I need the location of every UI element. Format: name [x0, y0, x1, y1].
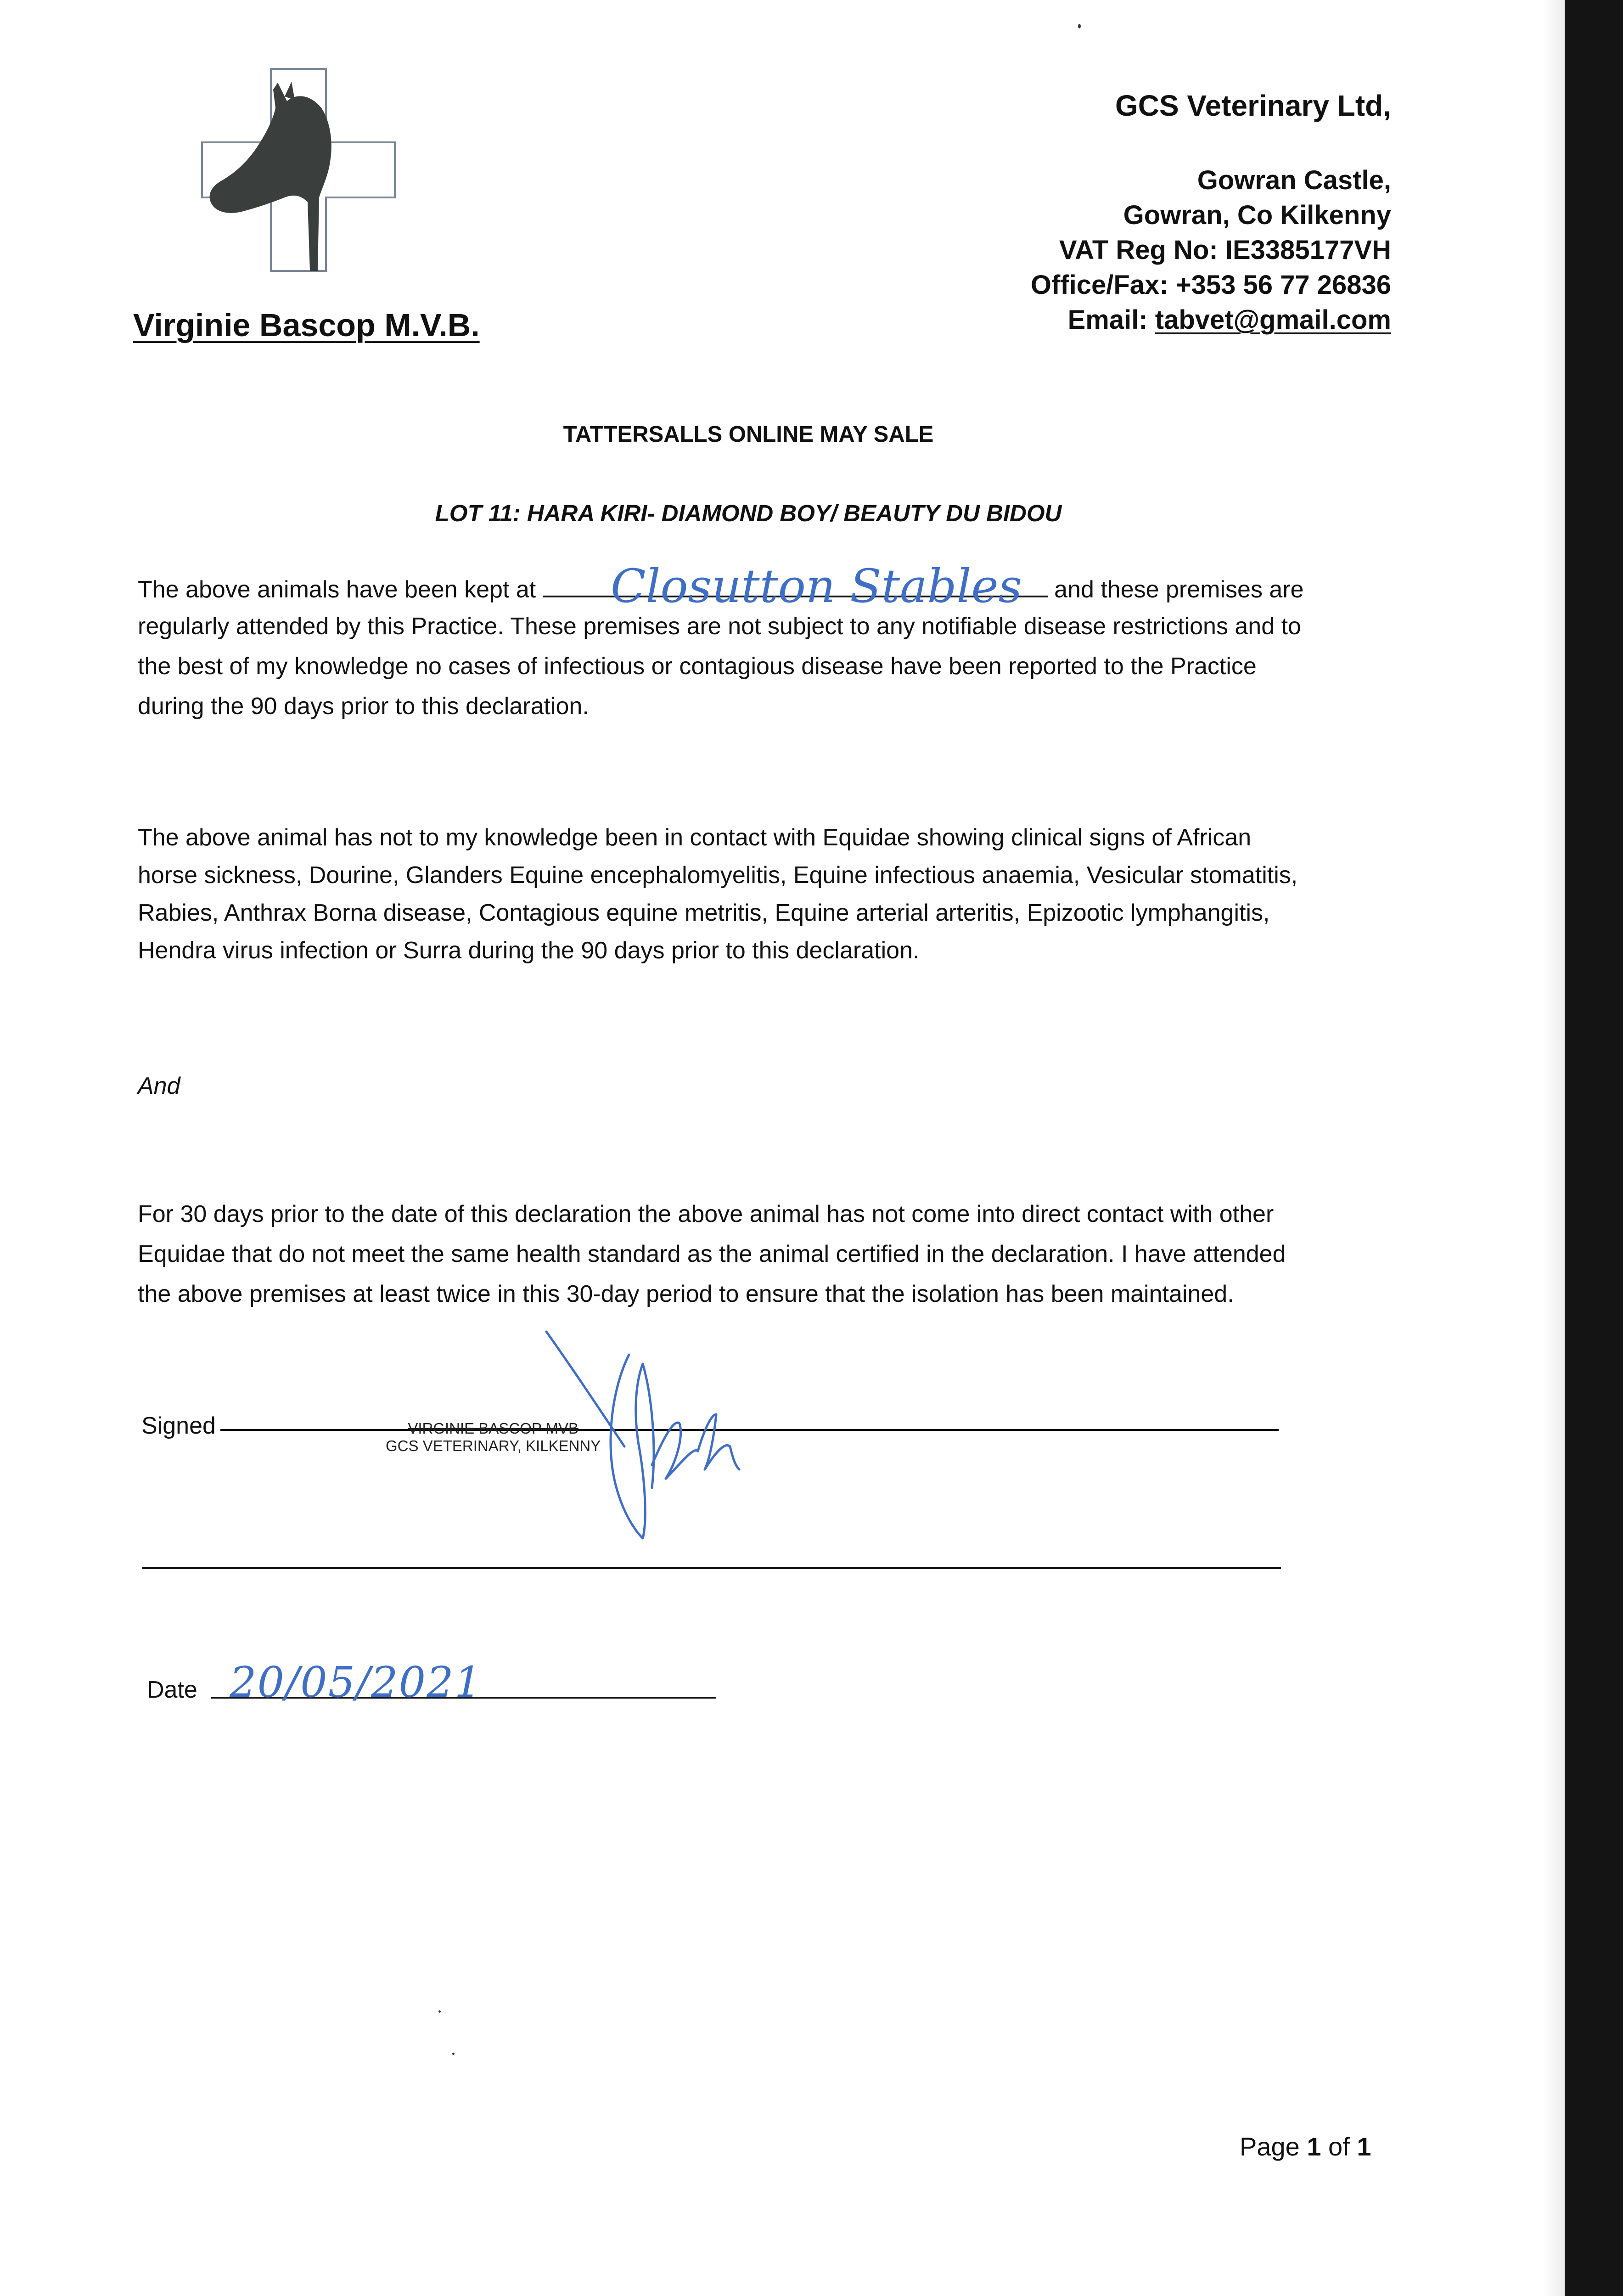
page-current: 1: [1307, 2132, 1321, 2161]
scan-speck: [438, 2010, 441, 2013]
scan-speck: [1078, 24, 1081, 28]
paragraph-premises-line-3: the best of my knowledge no cases of infectious or contagious disease have been reported to the Practice: [138, 653, 1257, 680]
handwritten-signature: [528, 1327, 859, 1566]
handwritten-premises: Closutton Stables: [611, 559, 1022, 613]
second-signature-line: [142, 1567, 1281, 1569]
paragraph-isolation-line-1: For 30 days prior to the date of this declaration the above animal has not come into direct contact with other: [138, 1201, 1274, 1227]
email-label: Email:: [1067, 305, 1155, 335]
horse-head-cross-icon: [193, 64, 404, 276]
lot-heading: LOT 11: HARA KIRI- DIAMOND BOY/ BEAUTY DU BIDOU: [435, 500, 1062, 526]
vet-name: Virginie Bascop M.V.B.: [133, 307, 480, 343]
paragraph-disease-line-4: Hendra virus infection or Surra during the 90 days prior to this declaration.: [138, 937, 920, 964]
paragraph-isolation-line-2: Equidae that do not meet the same health standard as the animal certified in the declaration. I have attended: [138, 1241, 1286, 1267]
handwritten-date: 20/05/2021: [230, 1658, 483, 1707]
page-number: [1240, 2132, 1371, 2161]
date-label: Date: [147, 1677, 197, 1703]
company-address-block: [1031, 90, 1391, 338]
para1-suffix: and these premises are: [1047, 576, 1304, 603]
scan-edge-shade: [1543, 0, 1565, 2296]
vat-number: VAT Reg No: IE3385177VH: [1059, 235, 1391, 265]
para1-prefix: The above animals have been kept at: [138, 576, 543, 603]
paragraph-disease-line-2: horse sickness, Dourine, Glanders Equine encephalomyelitis, Equine infectious anaemia, Vesicular stomatitis,: [138, 862, 1298, 889]
paragraph-disease-line-1: The above animal has not to my knowledge been in contact with Equidae showing clinical signs of African: [138, 824, 1252, 851]
address-line-2: Gowran, Co Kilkenny: [1123, 200, 1391, 230]
stamp-line-2: GCS VETERINARY, KILKENNY: [386, 1437, 601, 1454]
paragraph-isolation-line-3: the above premises at least twice in this 30-day period to ensure that the isolation has been maintained.: [138, 1281, 1234, 1307]
paragraph-premises-line-2: regularly attended by this Practice. These premises are not subject to any notifiable disease restrictions and to: [138, 613, 1301, 640]
office-fax: Office/Fax: +353 56 77 26836: [1030, 270, 1391, 300]
signed-label: Signed: [141, 1412, 216, 1439]
address-line-1: Gowran Castle,: [1197, 165, 1391, 195]
stamp-line-1: VIRGINIE BASCOP MVB: [408, 1420, 578, 1437]
email-line: [1031, 303, 1391, 338]
document-title: TATTERSALLS ONLINE MAY SALE: [563, 422, 934, 447]
and-connector: And: [138, 1073, 180, 1099]
company-name: GCS Veterinary Ltd,: [1115, 89, 1391, 122]
page-prefix: Page: [1240, 2132, 1307, 2161]
scan-edge: [1565, 0, 1623, 2296]
email-link[interactable]: tabvet@gmail.com: [1155, 305, 1391, 335]
page-of: of: [1321, 2132, 1357, 2161]
paragraph-premises-line-4: during the 90 days prior to this declaration.: [138, 693, 589, 720]
page-total: 1: [1357, 2132, 1371, 2161]
paragraph-disease-line-3: Rabies, Anthrax Borna disease, Contagious equine metritis, Equine arterial arteritis, Epizootic lymphangitis,: [138, 900, 1270, 926]
scan-speck: [452, 2053, 455, 2055]
